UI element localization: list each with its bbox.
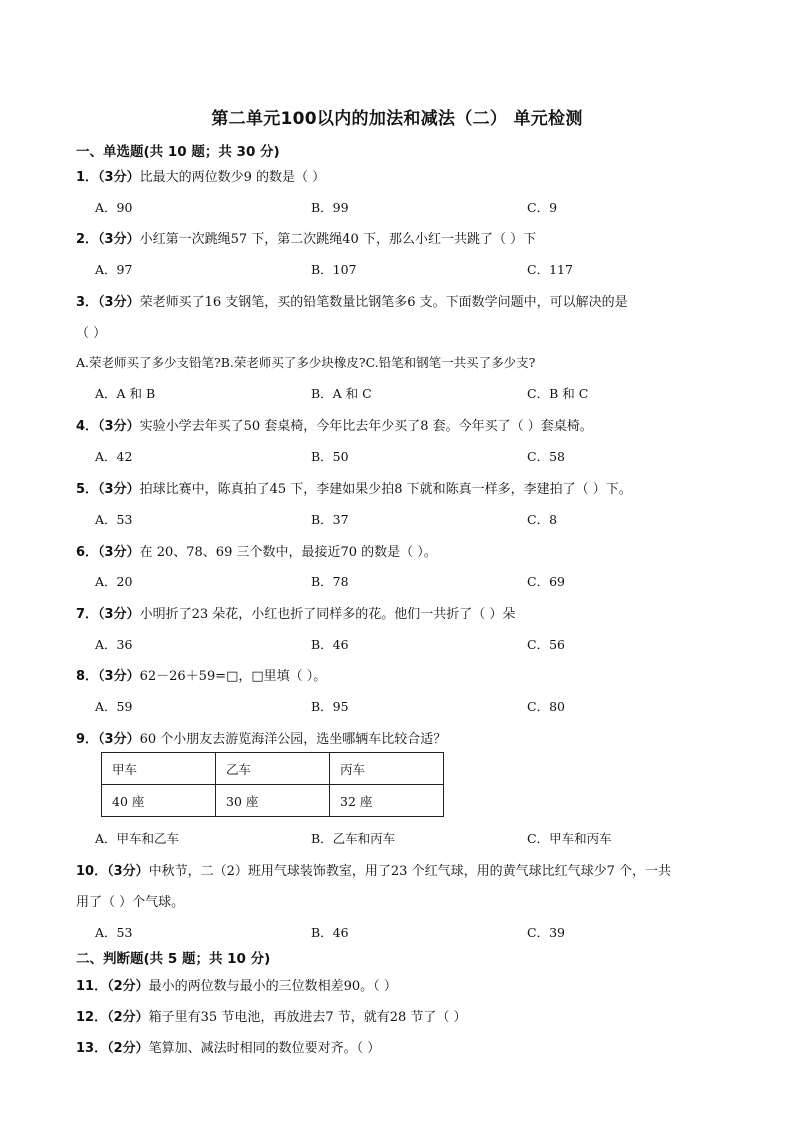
option-c: C．8 <box>527 512 558 527</box>
question-text: 小明折了23 朵花，小红也折了同样多的花。他们一共折了（ ）朵 <box>139 607 516 622</box>
option-c: C．117 <box>527 262 573 277</box>
question-text: 62－26＋59=□，□里填（ ）。 <box>139 669 327 684</box>
question-continuation: 用了（ ）个气球。 <box>76 895 185 910</box>
option-c: C．58 <box>527 449 565 464</box>
question-9 <box>76 728 446 747</box>
option-a: A．20 <box>95 574 133 589</box>
question-score: （2分） <box>107 1041 149 1056</box>
question-text: 荣老师买了16 支钢笔，买的铅笔数量比钢笔多6 支。下面数学问题中，可以解决的是 <box>139 295 628 310</box>
page-title: 第二单元100以内的加法和减法（二） 单元检测 <box>211 109 583 129</box>
question-text: 小红第一次跳绳57 下，第二次跳绳40 下，那么小红一共跳了（ ）下 <box>139 232 537 247</box>
option-b: B．乙车和丙车 <box>311 831 396 846</box>
question-text: 最小的两位数与最小的三位数相差90。（ ） <box>148 979 397 994</box>
option-c: C．39 <box>527 925 565 940</box>
table-cell: 40 座 <box>102 785 216 817</box>
option-a: A．36 <box>95 637 133 652</box>
question-12 <box>76 1006 467 1025</box>
question-score: （2分） <box>107 1010 149 1025</box>
question-score: （3分） <box>98 295 140 310</box>
option-a: A．甲车和乙车 <box>95 831 180 846</box>
option-c: C．80 <box>527 699 565 714</box>
question-score: （3分） <box>98 170 140 185</box>
question-score: （3分） <box>98 482 140 497</box>
question-score: （3分） <box>98 419 140 434</box>
option-c: C．甲车和丙车 <box>527 831 612 846</box>
table-row <box>102 785 444 817</box>
question-number: 7． <box>76 607 99 622</box>
table-cell: 乙车 <box>216 753 330 785</box>
question-6 <box>76 541 437 560</box>
question-5 <box>76 478 632 497</box>
option-a: A．97 <box>95 262 133 277</box>
option-a: A．59 <box>95 699 133 714</box>
option-a: A．42 <box>95 449 133 464</box>
option-b: B．107 <box>311 262 357 277</box>
question-continuation: （ ） <box>76 326 107 341</box>
question-extra-text: A.荣老师买了多少支铅笔?B.荣老师买了多少块橡皮?C.铅笔和钢笔一共买了多少支? <box>76 355 536 370</box>
option-a: A．53 <box>95 925 133 940</box>
question-score: （3分） <box>98 732 140 747</box>
question-score: （3分） <box>107 864 149 879</box>
option-b: B．37 <box>311 512 349 527</box>
question-11 <box>76 975 397 994</box>
question-2 <box>76 228 536 247</box>
question-score: （3分） <box>98 669 140 684</box>
question-number: 3． <box>76 295 99 310</box>
question-3 <box>76 291 628 310</box>
question-text: 拍球比赛中，陈真拍了45 下，李建如果少拍8 下就和陈真一样多，李建拍了（ ）下。 <box>139 482 632 497</box>
section-heading-single-choice: 一、单选题(共 10 题；共 30 分) <box>76 144 280 160</box>
question-4 <box>76 415 593 434</box>
option-c: C．69 <box>527 574 565 589</box>
table-row <box>102 753 444 785</box>
table-cell: 30 座 <box>216 785 330 817</box>
question-number: 11． <box>76 979 108 994</box>
question-number: 5． <box>76 482 99 497</box>
question-number: 2． <box>76 232 99 247</box>
question-10 <box>76 860 671 879</box>
question-number: 9． <box>76 732 99 747</box>
question-number: 8． <box>76 669 99 684</box>
question-score: （2分） <box>107 979 149 994</box>
option-a: A．90 <box>95 200 133 215</box>
option-b: B．46 <box>311 637 349 652</box>
question-text: 60 个小朋友去游览海洋公园，选坐哪辆车比较合适？ <box>139 732 447 747</box>
option-c: C．56 <box>527 637 565 652</box>
bus-seat-table <box>101 752 444 817</box>
question-number: 13． <box>76 1041 108 1056</box>
option-b: B．78 <box>311 574 349 589</box>
question-text: 实验小学去年买了50 套桌椅，今年比去年少买了8 套。今年买了（ ）套桌椅。 <box>139 419 593 434</box>
table-cell: 32 座 <box>330 785 444 817</box>
question-score: （3分） <box>98 232 140 247</box>
option-a: A．A 和 B <box>95 386 156 401</box>
question-text: 笔算加、减法时相同的数位要对齐。（ ） <box>148 1041 381 1056</box>
option-b: B．50 <box>311 449 349 464</box>
option-b: B．99 <box>311 200 349 215</box>
question-text: 比最大的两位数少9 的数是（ ） <box>139 170 326 185</box>
option-c: C．9 <box>527 200 558 215</box>
option-a: A．53 <box>95 512 133 527</box>
question-text: 中秋节，二（2）班用气球装饰教室，用了23 个红气球，用的黄气球比红气球少7 个，一共 <box>148 864 671 879</box>
question-number: 1． <box>76 170 99 185</box>
question-number: 6． <box>76 545 99 560</box>
table-cell: 丙车 <box>330 753 444 785</box>
question-text: 在 20、78、69 三个数中，最接近70 的数是（ ）。 <box>139 545 437 560</box>
option-b: B．46 <box>311 925 349 940</box>
question-13 <box>76 1037 380 1056</box>
question-number: 12． <box>76 1010 108 1025</box>
question-score: （3分） <box>98 545 140 560</box>
option-c: C．B 和 C <box>527 386 589 401</box>
question-number: 4． <box>76 419 99 434</box>
option-b: B．A 和 C <box>311 386 372 401</box>
question-7 <box>76 603 515 622</box>
question-score: （3分） <box>98 607 140 622</box>
question-number: 10． <box>76 864 108 879</box>
table-cell: 甲车 <box>102 753 216 785</box>
section-heading-true-false: 二、判断题(共 5 题；共 10 分) <box>76 951 271 967</box>
question-1 <box>76 166 325 185</box>
question-8 <box>76 665 326 684</box>
question-text: 箱子里有35 节电池，再放进去7 节，就有28 节了（ ） <box>148 1010 467 1025</box>
option-b: B．95 <box>311 699 349 714</box>
